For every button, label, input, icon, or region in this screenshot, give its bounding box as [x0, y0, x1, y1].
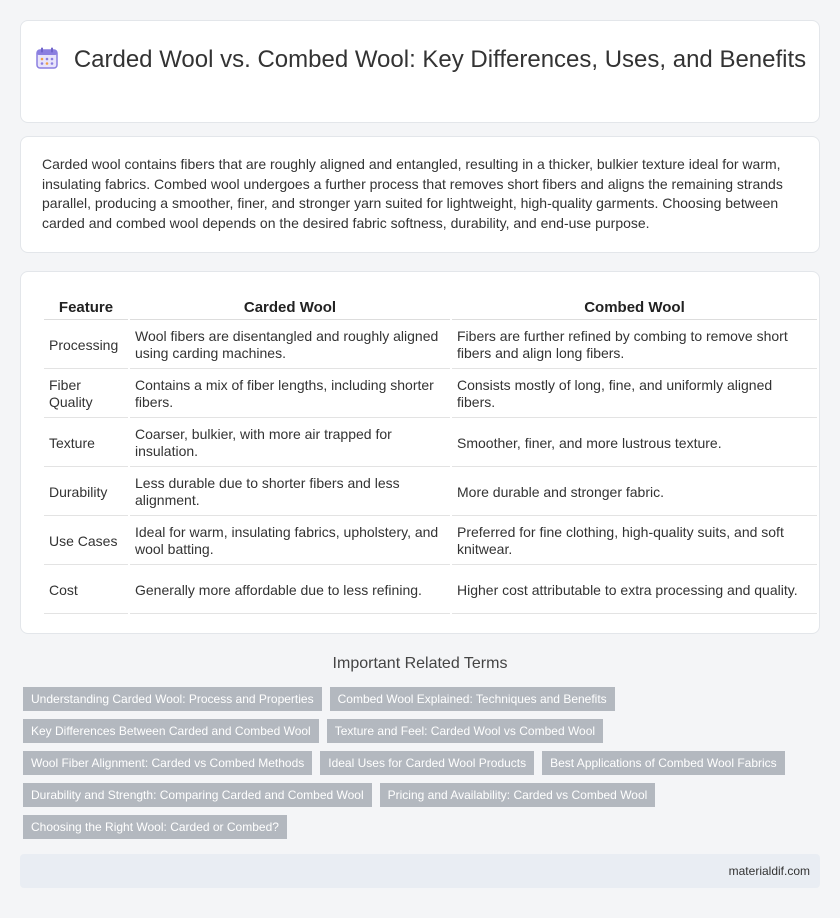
related-term-link[interactable]: Pricing and Availability: Carded vs Combed Wool — [380, 783, 656, 807]
carded-cell: Generally more affordable due to less refining. — [130, 567, 450, 614]
related-term-link[interactable]: Texture and Feel: Carded Wool vs Combed Wool — [327, 719, 603, 743]
feature-cell: Processing — [44, 322, 128, 369]
table-header-row — [44, 296, 817, 320]
intro-paragraph: Carded wool contains fibers that are roughly aligned and entangled, resulting in a thicker, bulkier texture ideal for warm, insulating fabrics. Combed wool undergoes a further process that removes short fibers and aligns the remaining strands parallel, producing a smoother, finer, and stronger yarn suited for lightweight, high-quality garments. Choosing between carded and combed wool depends on the desired fabric softness, durability, and end-use purpose. — [42, 156, 783, 231]
carded-cell: Less durable due to shorter fibers and less alignment. — [130, 469, 450, 516]
title-card — [20, 20, 820, 123]
footer — [20, 854, 820, 888]
combed-cell: Smoother, finer, and more lustrous texture. — [452, 420, 817, 467]
table-row — [44, 420, 817, 467]
page-title-wrap — [21, 45, 821, 74]
header-carded-wool: Carded Wool — [130, 296, 450, 320]
related-term-link[interactable]: Choosing the Right Wool: Carded or Combed? — [23, 815, 287, 839]
intro-card — [20, 136, 820, 253]
calendar-icon — [36, 47, 58, 69]
comparison-table — [42, 294, 819, 616]
related-term-link[interactable]: Key Differences Between Carded and Combed Wool — [23, 719, 319, 743]
combed-cell: Fibers are further refined by combing to remove short fibers and align long fibers. — [452, 322, 817, 369]
header-feature: Feature — [44, 296, 128, 320]
related-term-link[interactable]: Wool Fiber Alignment: Carded vs Combed Methods — [23, 751, 312, 775]
table-row — [44, 567, 817, 614]
related-terms-heading: Important Related Terms — [332, 655, 508, 672]
related-term-link[interactable]: Combed Wool Explained: Techniques and Benefits — [330, 687, 615, 711]
combed-cell: Preferred for fine clothing, high-quality suits, and soft knitwear. — [452, 518, 817, 565]
related-term-link[interactable]: Best Applications of Combed Wool Fabrics — [542, 751, 785, 775]
page-title: Carded Wool vs. Combed Wool: Key Differences, Uses, and Benefits — [73, 46, 807, 73]
feature-cell: Use Cases — [44, 518, 128, 565]
carded-cell: Ideal for warm, insulating fabrics, upholstery, and wool batting. — [130, 518, 450, 565]
footer-site-name: materialdif.com — [728, 864, 810, 878]
table-row — [44, 322, 817, 369]
header-combed-wool: Combed Wool — [452, 296, 817, 320]
table-row — [44, 518, 817, 565]
related-term-link[interactable]: Durability and Strength: Comparing Carded and Combed Wool — [23, 783, 372, 807]
related-terms-list — [23, 687, 813, 847]
carded-cell: Wool fibers are disentangled and roughly aligned using carding machines. — [130, 322, 450, 369]
comparison-table-card — [20, 271, 820, 634]
feature-cell: Fiber Quality — [44, 371, 128, 418]
feature-cell: Texture — [44, 420, 128, 467]
table-row — [44, 371, 817, 418]
carded-cell: Contains a mix of fiber lengths, including shorter fibers. — [130, 371, 450, 418]
feature-cell: Cost — [44, 567, 128, 614]
combed-cell: Consists mostly of long, fine, and uniformly aligned fibers. — [452, 371, 817, 418]
related-term-link[interactable]: Ideal Uses for Carded Wool Products — [320, 751, 534, 775]
combed-cell: More durable and stronger fabric. — [452, 469, 817, 516]
feature-cell: Durability — [44, 469, 128, 516]
table-row — [44, 469, 817, 516]
combed-cell: Higher cost attributable to extra processing and quality. — [452, 567, 817, 614]
related-term-link[interactable]: Understanding Carded Wool: Process and Properties — [23, 687, 322, 711]
carded-cell: Coarser, bulkier, with more air trapped for insulation. — [130, 420, 450, 467]
